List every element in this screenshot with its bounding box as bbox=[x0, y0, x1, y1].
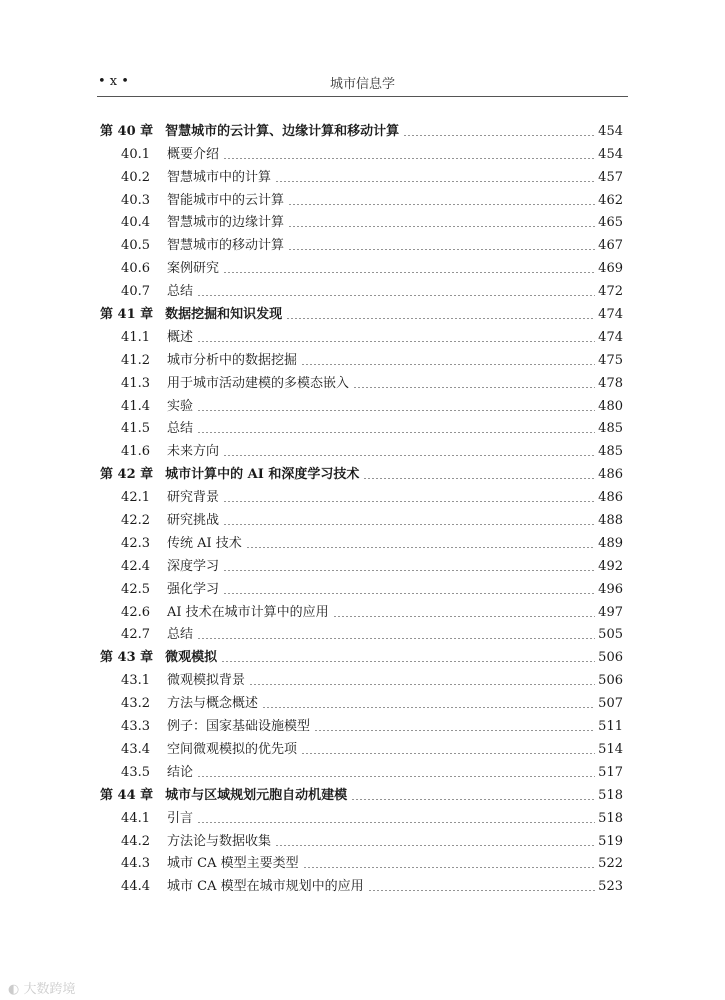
entry-page: 472 bbox=[598, 284, 623, 300]
entry-number: 40.6 bbox=[121, 261, 150, 277]
dot-leader bbox=[363, 478, 595, 479]
entry-number: 42.4 bbox=[121, 558, 150, 574]
entry-number: 第 44 章 bbox=[100, 787, 154, 803]
toc-section-entry[interactable] bbox=[100, 416, 623, 439]
entry-number: 40.7 bbox=[121, 284, 150, 300]
toc-chapter-entry[interactable] bbox=[100, 461, 623, 484]
toc-section-entry[interactable] bbox=[100, 210, 623, 233]
dot-leader bbox=[197, 638, 595, 639]
entry-title: 深度学习 bbox=[167, 558, 220, 574]
entry-title: 智能城市中的云计算 bbox=[167, 192, 285, 208]
dot-leader bbox=[223, 593, 595, 594]
watermark-logo: ◐ 大数跨境 bbox=[8, 982, 76, 997]
entry-number: 第 42 章 bbox=[100, 467, 154, 483]
entry-title: 城市 CA 模型主要类型 bbox=[167, 856, 299, 872]
toc-section-entry[interactable] bbox=[100, 873, 623, 896]
entry-page: 486 bbox=[598, 467, 623, 483]
toc-section-entry[interactable] bbox=[100, 805, 623, 828]
entry-page: 506 bbox=[598, 673, 623, 689]
dot-leader bbox=[288, 226, 595, 227]
entry-title: 用于城市活动建模的多模态嵌入 bbox=[167, 375, 350, 391]
entry-number: 40.1 bbox=[121, 146, 150, 162]
toc-section-entry[interactable] bbox=[100, 622, 623, 645]
entry-number: 41.6 bbox=[121, 444, 150, 460]
entry-page: 485 bbox=[598, 444, 623, 460]
entry-title: 实验 bbox=[167, 398, 194, 414]
entry-page: 497 bbox=[598, 604, 623, 620]
dot-leader bbox=[351, 799, 595, 800]
dot-leader bbox=[301, 753, 595, 754]
entry-number: 41.2 bbox=[121, 352, 150, 368]
entry-number: 44.4 bbox=[121, 879, 150, 895]
dot-leader bbox=[197, 776, 595, 777]
dot-leader bbox=[275, 181, 595, 182]
dot-leader bbox=[286, 318, 595, 319]
entry-title: 强化学习 bbox=[167, 581, 220, 597]
entry-title: 研究挑战 bbox=[167, 513, 220, 529]
entry-number: 40.4 bbox=[121, 215, 150, 231]
dot-leader bbox=[368, 890, 596, 891]
entry-number: 41.5 bbox=[121, 421, 150, 437]
entry-title: AI 技术在城市计算中的应用 bbox=[167, 604, 329, 620]
entry-title: 城市计算中的 AI 和深度学习技术 bbox=[165, 467, 360, 483]
entry-number: 43.5 bbox=[121, 764, 150, 780]
entry-number: 44.1 bbox=[121, 810, 150, 826]
entry-title: 智慧城市的边缘计算 bbox=[167, 215, 285, 231]
toc-section-entry[interactable] bbox=[100, 507, 623, 530]
table-of-contents bbox=[100, 118, 623, 896]
dot-leader bbox=[197, 295, 595, 296]
dot-leader bbox=[223, 570, 595, 571]
entry-page: 523 bbox=[598, 879, 623, 895]
entry-number: 44.2 bbox=[121, 833, 150, 849]
entry-title: 智慧城市的移动计算 bbox=[167, 238, 285, 254]
toc-section-entry[interactable] bbox=[100, 667, 623, 690]
entry-number: 第 41 章 bbox=[100, 307, 154, 323]
entry-number: 42.7 bbox=[121, 627, 150, 643]
dot-leader bbox=[223, 272, 595, 273]
entry-page: 522 bbox=[598, 856, 623, 872]
entry-number: 43.3 bbox=[121, 719, 150, 735]
toc-section-entry[interactable] bbox=[100, 713, 623, 736]
entry-title: 总结 bbox=[167, 627, 194, 643]
toc-section-entry[interactable] bbox=[100, 141, 623, 164]
dot-leader bbox=[197, 341, 595, 342]
toc-section-entry[interactable] bbox=[100, 484, 623, 507]
dot-leader bbox=[262, 707, 595, 708]
entry-number: 42.3 bbox=[121, 535, 150, 551]
entry-page: 486 bbox=[598, 490, 623, 506]
entry-page: 518 bbox=[598, 810, 623, 826]
entry-title: 智慧城市的云计算、边缘计算和移动计算 bbox=[165, 123, 400, 139]
dot-leader bbox=[197, 822, 595, 823]
entry-page: 462 bbox=[598, 192, 623, 208]
toc-section-entry[interactable] bbox=[100, 599, 623, 622]
toc-section-entry[interactable] bbox=[100, 530, 623, 553]
entry-title: 方法与概念概述 bbox=[167, 696, 259, 712]
page-number-marker: • x • bbox=[98, 74, 129, 89]
entry-page: 488 bbox=[598, 513, 623, 529]
running-header-title: 城市信息学 bbox=[329, 77, 395, 92]
dot-leader bbox=[314, 730, 595, 731]
entry-title: 数据挖掘和知识发现 bbox=[165, 307, 283, 323]
entry-number: 42.5 bbox=[121, 581, 150, 597]
toc-section-entry[interactable] bbox=[100, 690, 623, 713]
entry-page: 519 bbox=[598, 833, 623, 849]
dot-leader bbox=[197, 410, 595, 411]
entry-number: 42.2 bbox=[121, 513, 150, 529]
toc-chapter-entry[interactable] bbox=[100, 118, 623, 141]
entry-title: 传统 AI 技术 bbox=[167, 535, 242, 551]
toc-section-entry[interactable] bbox=[100, 187, 623, 210]
entry-page: 507 bbox=[598, 696, 623, 712]
entry-number: 第 43 章 bbox=[100, 650, 154, 666]
entry-page: 475 bbox=[598, 352, 623, 368]
entry-title: 方法论与数据收集 bbox=[167, 833, 272, 849]
dot-leader bbox=[246, 547, 595, 548]
toc-section-entry[interactable] bbox=[100, 759, 623, 782]
entry-number: 42.1 bbox=[121, 490, 150, 506]
toc-section-entry[interactable] bbox=[100, 278, 623, 301]
entry-page: 480 bbox=[598, 398, 623, 414]
toc-section-entry[interactable] bbox=[100, 255, 623, 278]
entry-page: 506 bbox=[598, 650, 623, 666]
dot-leader bbox=[223, 524, 595, 525]
entry-page: 505 bbox=[598, 627, 623, 643]
entry-title: 微观模拟 bbox=[165, 650, 218, 666]
toc-chapter-entry[interactable] bbox=[100, 782, 623, 805]
entry-number: 40.2 bbox=[121, 169, 150, 185]
entry-title: 总结 bbox=[167, 284, 194, 300]
toc-section-entry[interactable] bbox=[100, 164, 623, 187]
entry-page: 496 bbox=[598, 581, 623, 597]
entry-page: 474 bbox=[598, 329, 623, 345]
entry-number: 41.1 bbox=[121, 329, 150, 345]
entry-title: 概述 bbox=[167, 329, 194, 345]
dot-leader bbox=[403, 135, 595, 136]
entry-page: 489 bbox=[598, 535, 623, 551]
entry-title: 研究背景 bbox=[167, 490, 220, 506]
entry-page: 454 bbox=[598, 123, 623, 139]
toc-section-entry[interactable] bbox=[100, 370, 623, 393]
dot-leader bbox=[221, 661, 595, 662]
dot-leader bbox=[303, 867, 596, 868]
toc-section-entry[interactable] bbox=[100, 828, 623, 851]
dot-leader bbox=[353, 387, 595, 388]
toc-section-entry[interactable] bbox=[100, 438, 623, 461]
dot-leader bbox=[249, 684, 595, 685]
dot-leader bbox=[288, 249, 595, 250]
entry-title: 引言 bbox=[167, 810, 194, 826]
entry-number: 43.4 bbox=[121, 741, 150, 757]
toc-section-entry[interactable] bbox=[100, 736, 623, 759]
entry-title: 空间微观模拟的优先项 bbox=[167, 741, 298, 757]
toc-section-entry[interactable] bbox=[100, 553, 623, 576]
entry-page: 457 bbox=[598, 169, 623, 185]
entry-title: 城市与区域规划元胞自动机建模 bbox=[165, 787, 348, 803]
dot-leader bbox=[223, 501, 595, 502]
toc-section-entry[interactable] bbox=[100, 324, 623, 347]
entry-number: 40.3 bbox=[121, 192, 150, 208]
entry-page: 467 bbox=[598, 238, 623, 254]
entry-title: 例子：国家基础设施模型 bbox=[167, 719, 311, 735]
dot-leader bbox=[288, 204, 595, 205]
entry-page: 514 bbox=[598, 741, 623, 757]
entry-number: 43.1 bbox=[121, 673, 150, 689]
entry-page: 474 bbox=[598, 307, 623, 323]
header-rule bbox=[97, 96, 628, 97]
entry-title: 结论 bbox=[167, 764, 194, 780]
entry-number: 第 40 章 bbox=[100, 123, 154, 139]
toc-section-entry[interactable] bbox=[100, 576, 623, 599]
dot-leader bbox=[223, 158, 595, 159]
entry-page: 469 bbox=[598, 261, 623, 277]
entry-page: 465 bbox=[598, 215, 623, 231]
entry-number: 41.4 bbox=[121, 398, 150, 414]
entry-page: 511 bbox=[598, 719, 623, 735]
entry-page: 478 bbox=[598, 375, 623, 391]
toc-chapter-entry[interactable] bbox=[100, 644, 623, 667]
entry-page: 518 bbox=[598, 787, 623, 803]
toc-section-entry[interactable] bbox=[100, 393, 623, 416]
entry-number: 42.6 bbox=[121, 604, 150, 620]
entry-number: 41.3 bbox=[121, 375, 150, 391]
entry-number: 44.3 bbox=[121, 856, 150, 872]
entry-title: 智慧城市中的计算 bbox=[167, 169, 272, 185]
entry-page: 492 bbox=[598, 558, 623, 574]
entry-title: 概要介绍 bbox=[167, 146, 220, 162]
dot-leader bbox=[223, 455, 595, 456]
entry-number: 40.5 bbox=[121, 238, 150, 254]
toc-section-entry[interactable] bbox=[100, 232, 623, 255]
dot-leader bbox=[333, 616, 596, 617]
entry-title: 微观模拟背景 bbox=[167, 673, 246, 689]
entry-page: 485 bbox=[598, 421, 623, 437]
entry-page: 517 bbox=[598, 764, 623, 780]
entry-title: 城市 CA 模型在城市规划中的应用 bbox=[167, 879, 364, 895]
toc-chapter-entry[interactable] bbox=[100, 301, 623, 324]
toc-section-entry[interactable] bbox=[100, 347, 623, 370]
entry-title: 城市分析中的数据挖掘 bbox=[167, 352, 298, 368]
dot-leader bbox=[275, 845, 595, 846]
toc-section-entry[interactable] bbox=[100, 851, 623, 874]
entry-title: 案例研究 bbox=[167, 261, 220, 277]
entry-title: 总结 bbox=[167, 421, 194, 437]
entry-title: 未来方向 bbox=[167, 444, 220, 460]
entry-page: 454 bbox=[598, 146, 623, 162]
dot-leader bbox=[301, 364, 595, 365]
entry-number: 43.2 bbox=[121, 696, 150, 712]
dot-leader bbox=[197, 432, 595, 433]
